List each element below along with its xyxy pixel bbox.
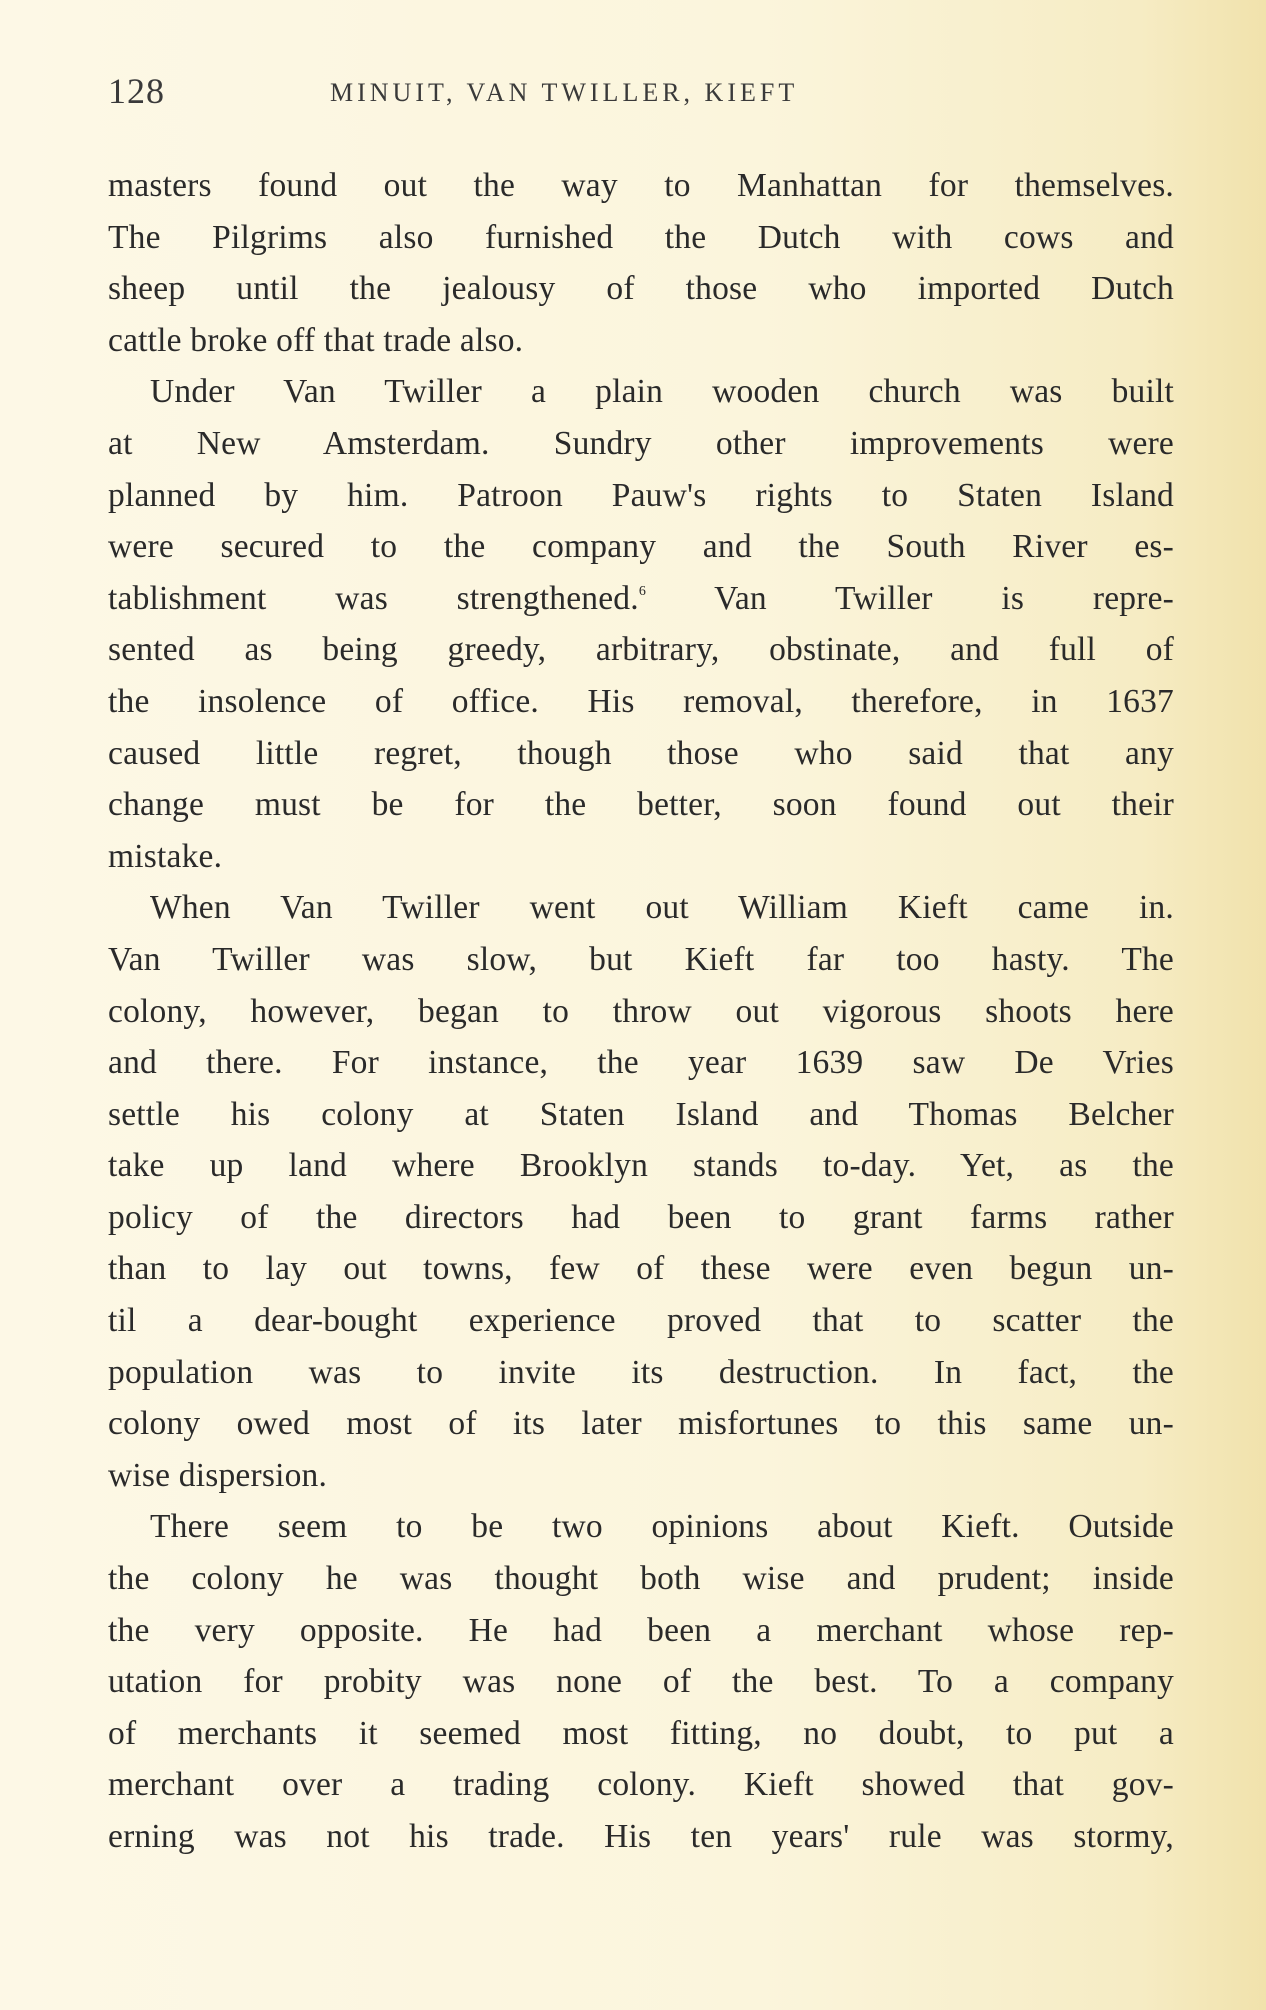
line-text-continuation: Van Twiller is repre-: [646, 579, 1174, 617]
footnote-marker: 6: [638, 583, 647, 599]
text-line: [108, 1140, 1174, 1192]
page-number: 128: [108, 71, 165, 111]
line-text: at New Amsterdam. Sundry other improvements were: [108, 424, 1174, 462]
line-text: of merchants it seemed most fitting, no doubt, to put a: [108, 1714, 1174, 1752]
line-text: Under Van Twiller a plain wooden church was built: [150, 373, 1174, 411]
line-text: the insolence of office. His removal, therefore, in 1637: [108, 682, 1174, 720]
text-line: [108, 1811, 1174, 1863]
text-line: [108, 1501, 1174, 1553]
text-line: [108, 882, 1174, 934]
line-text: settle his colony at Staten Island and Thomas Belcher: [108, 1095, 1174, 1133]
line-text: til a dear-bought experience proved that to scatter the: [108, 1302, 1174, 1340]
text-line: [108, 1605, 1174, 1657]
line-text: Van Twiller was slow, but Kieft far too hasty. The: [108, 940, 1174, 978]
line-text: masters found out the way to Manhattan for themselves.: [108, 167, 1174, 204]
line-text: utation for probity was none of the best. To a company: [108, 1663, 1174, 1701]
line-text: tablishment was strengthened.: [108, 579, 639, 617]
text-line: [108, 986, 1174, 1038]
text-line: [108, 1759, 1174, 1811]
text-line: [108, 263, 1174, 315]
line-text: caused little regret, though those who said that any: [108, 734, 1174, 772]
line-text: than to lay out towns, few of these were even begun un-: [108, 1250, 1174, 1288]
text-line: [108, 212, 1174, 264]
text-line: [108, 1708, 1174, 1760]
text-line: [108, 1295, 1174, 1347]
text-line: [108, 521, 1174, 573]
text-line: [108, 1089, 1174, 1141]
text-line: [108, 315, 1174, 367]
text-line: [108, 1398, 1174, 1450]
text-line: [108, 1243, 1174, 1295]
text-line: [108, 1553, 1174, 1605]
text-line: [108, 676, 1174, 728]
line-text: colony owed most of its later misfortunes to this same un-: [108, 1405, 1174, 1443]
line-text: The Pilgrims also furnished the Dutch with cows and: [108, 218, 1174, 256]
line-text: colony, however, began to throw out vigorous shoots here: [108, 992, 1174, 1030]
text-line: [108, 1450, 1174, 1502]
line-text: policy of the directors had been to grant farms rather: [108, 1198, 1174, 1236]
text-line: [108, 160, 1174, 212]
text-line: [108, 934, 1174, 986]
text-line: [108, 624, 1174, 676]
line-text: and there. For instance, the year 1639 saw De Vries: [108, 1044, 1174, 1082]
line-text: planned by him. Patroon Pauw's rights to Staten Island: [108, 476, 1174, 514]
text-line: [108, 1037, 1174, 1089]
text-line: [108, 470, 1174, 522]
line-text: erning was not his trade. His ten years' rule was stormy,: [108, 1818, 1174, 1855]
line-text: When Van Twiller went out William Kieft came in.: [150, 889, 1174, 927]
text-line: [108, 728, 1174, 780]
line-text: sented as being greedy, arbitrary, obstinate, and full of: [108, 631, 1174, 669]
line-text: take up land where Brooklyn stands to-day. Yet, as the: [108, 1147, 1174, 1185]
line-text: the very opposite. He had been a merchant whose rep-: [108, 1611, 1174, 1649]
body-text: [108, 160, 1174, 1863]
text-line: [108, 1347, 1174, 1399]
running-head: [108, 70, 1168, 120]
line-text: cattle broke off that trade also.: [108, 321, 524, 359]
line-text: the colony he was thought both wise and prudent; inside: [108, 1560, 1174, 1598]
line-text: merchant over a trading colony. Kieft showed that gov-: [108, 1766, 1174, 1804]
text-line: [108, 366, 1174, 418]
text-line: [108, 418, 1174, 470]
line-text: sheep until the jealousy of those who imported Dutch: [108, 270, 1174, 308]
text-line: [108, 779, 1174, 831]
line-text: There seem to be two opinions about Kieft. Outside: [150, 1508, 1174, 1546]
line-text: change must be for the better, soon found out their: [108, 786, 1174, 824]
text-line: [108, 1656, 1174, 1708]
text-line: [108, 831, 1174, 883]
line-text: were secured to the company and the South River es-: [108, 528, 1174, 566]
line-text: wise dispersion.: [108, 1456, 328, 1494]
text-line: [108, 1192, 1174, 1244]
text-line: [108, 573, 1174, 625]
line-text: population was to invite its destruction. In fact, the: [108, 1353, 1174, 1391]
line-text: mistake.: [108, 837, 223, 875]
running-title: MINUIT, VAN TWILLER, KIEFT: [330, 78, 799, 107]
